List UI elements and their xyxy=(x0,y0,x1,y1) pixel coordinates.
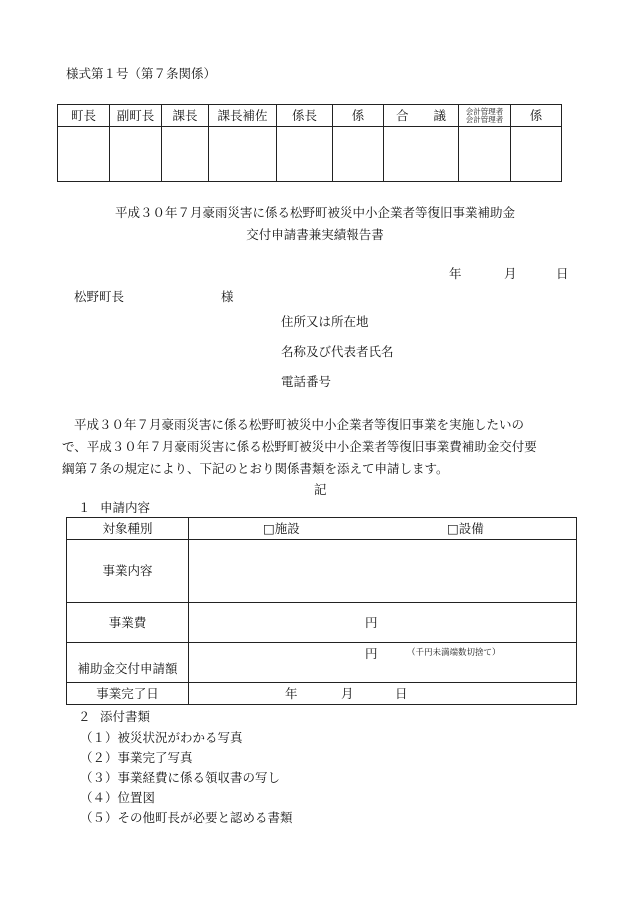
stamp-box[interactable] xyxy=(277,127,333,182)
project-content-label: 事業内容 xyxy=(67,540,189,603)
document-title-line2: 交付申請書兼実績報告書 xyxy=(246,227,384,242)
date-year: 年 xyxy=(449,266,462,281)
project-cost-field[interactable] xyxy=(189,603,577,643)
approval-header-mayor: 町長 xyxy=(58,105,110,127)
addressee-name: 松野町長 xyxy=(74,289,125,304)
document-title-line1: 平成３０年７月豪雨災害に係る松野町被災中小企業者等復旧事業補助金 xyxy=(114,205,515,220)
attachment-item: （３）事業経費に係る領収書の写し xyxy=(80,770,281,785)
subsidy-amount-label: 補助金交付申請額 xyxy=(67,643,189,683)
project-cost-yen: 円 xyxy=(365,615,378,630)
section2-number: ２ xyxy=(78,709,91,724)
stamp-box[interactable] xyxy=(384,127,459,182)
stamp-box[interactable] xyxy=(209,127,277,182)
approval-header-staff-2: 係 xyxy=(511,105,562,127)
section1-number: １ xyxy=(78,500,91,515)
date-month: 月 xyxy=(504,266,517,281)
stamp-box[interactable] xyxy=(162,127,209,182)
option-equipment-checkbox[interactable]: □設備 xyxy=(447,521,484,536)
stamp-box[interactable] xyxy=(333,127,384,182)
approval-stamp-table xyxy=(57,104,562,182)
stamp-box[interactable] xyxy=(459,127,511,182)
applicant-address-label: 住所又は所在地 xyxy=(281,314,369,329)
stamp-box[interactable] xyxy=(511,127,562,182)
approval-header-section-chief: 課長 xyxy=(162,105,209,127)
attachment-item: （５）その他町長が必要と認める書類 xyxy=(80,810,293,825)
option-facility-checkbox[interactable]: □施設 xyxy=(263,521,300,536)
stamp-box[interactable] xyxy=(58,127,110,182)
attachment-item: （１）被災状況がわかる写真 xyxy=(80,730,243,745)
target-type-label: 対象種別 xyxy=(67,518,189,540)
approval-header-staff: 係 xyxy=(333,105,384,127)
completion-day: 日 xyxy=(395,686,408,701)
completion-date-label: 事業完了日 xyxy=(67,683,189,705)
body-text-line2: で、平成３０年７月豪雨災害に係る松野町被災中小企業者等復旧事業費補助金交付要 xyxy=(62,439,537,454)
approval-header-subsection-chief: 係長 xyxy=(277,105,333,127)
completion-date-field[interactable] xyxy=(189,683,577,705)
body-text-line1: 平成３０年７月豪雨災害に係る松野町被災中小企業者等復旧事業を実施したいの xyxy=(74,417,525,432)
accounting-manager-label: 会計管理者 会計管理者 xyxy=(465,106,504,124)
section2-title: 添付書類 xyxy=(100,709,151,724)
ki-label: 記 xyxy=(314,482,327,497)
attachment-item: （４）位置図 xyxy=(80,790,156,805)
completion-month: 月 xyxy=(341,686,354,701)
approval-header-deputy-mayor: 副町長 xyxy=(110,105,162,127)
applicant-phone-label: 電話番号 xyxy=(281,374,332,389)
attachment-item: （２）事業完了写真 xyxy=(80,750,193,765)
project-content-field[interactable] xyxy=(189,540,577,603)
subsidy-amount-yen: 円 xyxy=(365,646,378,661)
addressee-honorific: 様 xyxy=(221,289,234,304)
applicant-name-label: 名称及び代表者氏名 xyxy=(281,344,394,359)
subsidy-amount-field[interactable] xyxy=(189,643,577,683)
approval-header-accounting-manager xyxy=(459,105,511,127)
target-type-options xyxy=(189,518,577,540)
approval-header-consultation: 合 議 xyxy=(384,105,459,127)
body-text-line3: 綱第７条の規定により、下記のとおり関係書類を添えて申請します。 xyxy=(62,461,449,476)
application-content-table xyxy=(66,517,577,705)
section1-title: 申請内容 xyxy=(100,500,151,515)
subsidy-rounding-note: （千円未満端数切捨て） xyxy=(407,648,501,658)
form-number: 様式第１号（第７条関係） xyxy=(66,66,217,81)
stamp-box[interactable] xyxy=(110,127,162,182)
date-day: 日 xyxy=(556,266,569,281)
project-cost-label: 事業費 xyxy=(67,603,189,643)
approval-header-assistant-section-chief: 課長補佐 xyxy=(209,105,277,127)
completion-year: 年 xyxy=(285,686,298,701)
